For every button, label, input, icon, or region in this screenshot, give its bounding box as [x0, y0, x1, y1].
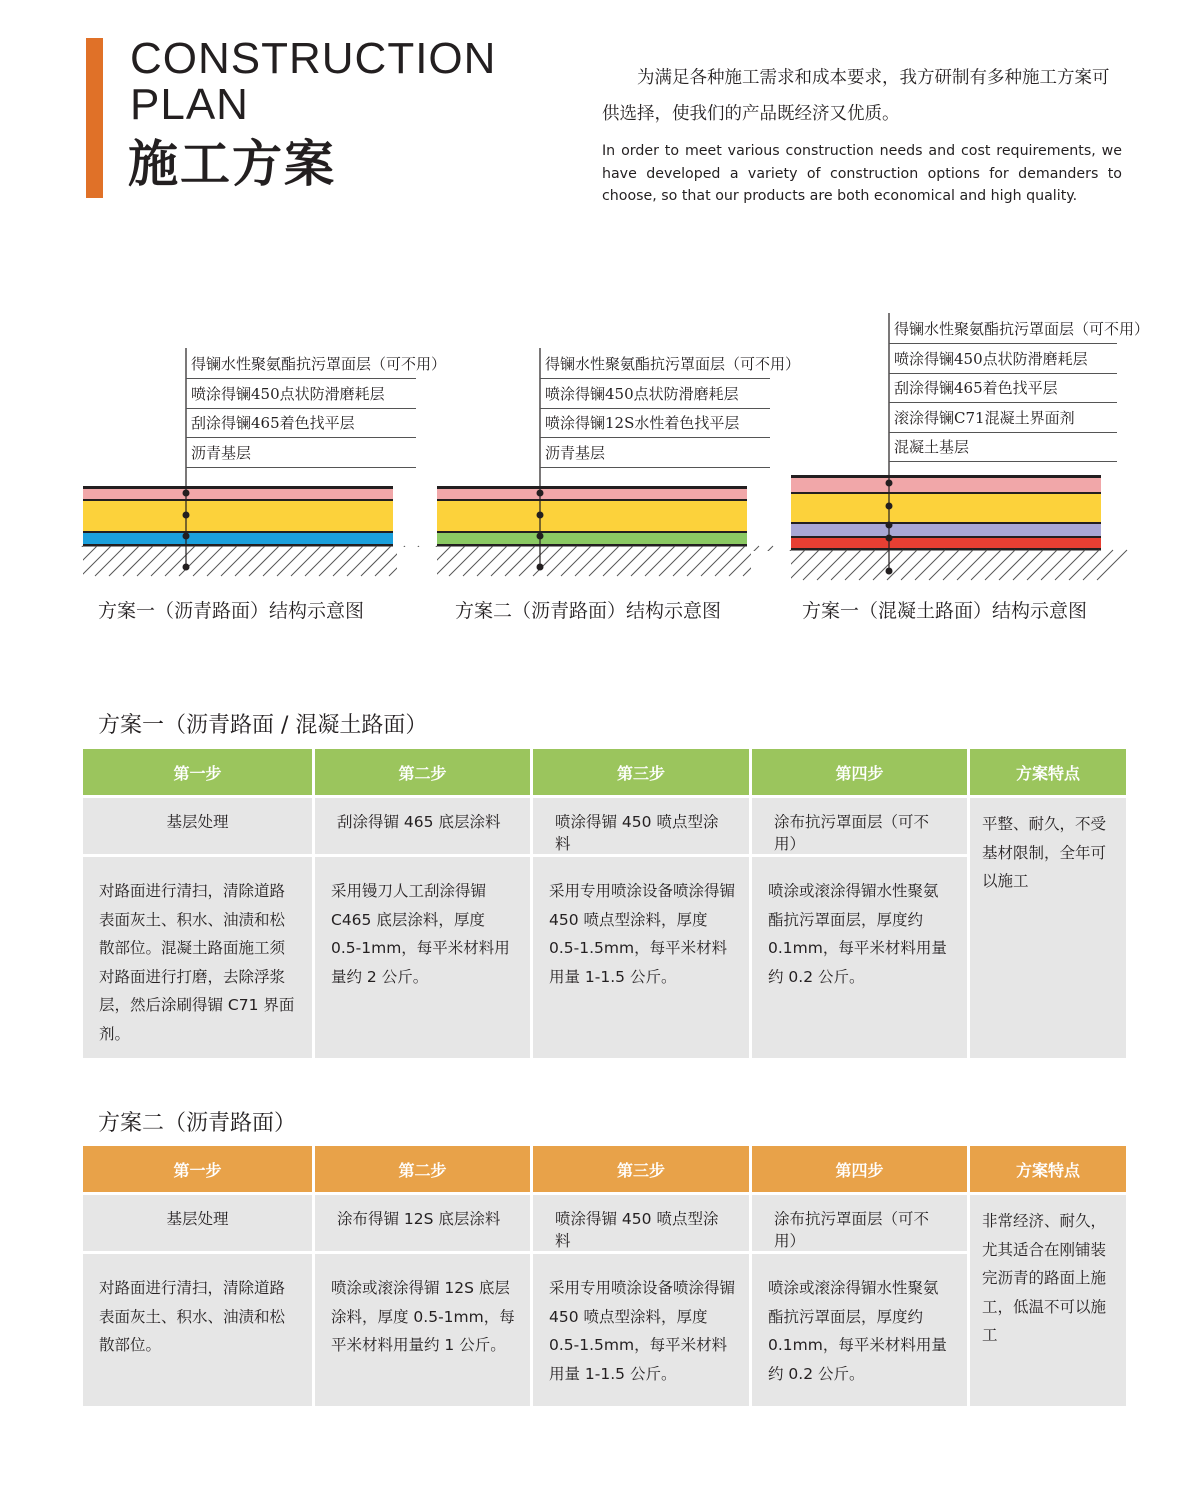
ground-hatch — [789, 550, 819, 580]
layer-label: 混凝土基层 — [889, 433, 1117, 462]
leader-dot — [886, 568, 893, 575]
ground-hatch — [333, 546, 363, 576]
ground-hatch — [277, 546, 307, 576]
diagram-caption-1: 方案一（沥青路面）结构示意图 — [98, 600, 365, 622]
ground-hatch — [519, 546, 549, 576]
ground-hatch — [631, 546, 661, 576]
ground-hatch — [999, 550, 1029, 580]
ground-hatch — [803, 550, 833, 580]
plan2-header-row — [83, 1146, 1126, 1192]
ground-hatch — [179, 546, 209, 576]
layer-label: 得镧水性聚氨酯抗污罩面层（可不用） — [889, 315, 1117, 344]
ground-hatch — [235, 546, 265, 576]
ground-hatch — [561, 546, 591, 576]
leader-dot — [886, 535, 893, 542]
ground-hatch — [547, 546, 577, 576]
ground-hatch — [463, 546, 493, 576]
layer-divider — [791, 536, 1101, 538]
ground-hatch — [957, 550, 987, 580]
plan1-step3-name: 喷涂得镅 450 喷点型涂料 — [533, 798, 749, 854]
accent-bar — [86, 38, 103, 198]
layer-divider — [437, 531, 747, 533]
ground-hatch — [589, 546, 619, 576]
layer-divider — [791, 522, 1101, 524]
leader-dot — [537, 564, 544, 571]
plan1-step1-name: 基层处理 — [83, 798, 312, 854]
ground-hatch — [575, 546, 605, 576]
ground-hatch — [1083, 550, 1113, 580]
ground-hatch — [971, 550, 1001, 580]
plan1-header-row — [83, 749, 1126, 795]
ground-hatch — [1055, 550, 1085, 580]
layer-band — [791, 538, 1101, 548]
ground-hatch — [929, 550, 959, 580]
ground-hatch — [347, 546, 377, 576]
layer-label: 喷涂得镧450点状防滑磨耗层 — [889, 345, 1117, 374]
leader-dot — [537, 533, 544, 540]
ground-hatch — [291, 546, 321, 576]
layer-label: 得镧水性聚氨酯抗污罩面层（可不用） — [186, 350, 416, 379]
layer-label: 喷涂得镧12S水性着色找平层 — [540, 409, 770, 438]
plan2-step1-name: 基层处理 — [83, 1195, 312, 1251]
layer-label: 滚涂得镧C71混凝土界面剂 — [889, 404, 1117, 433]
layer-label: 喷涂得镧450点状防滑磨耗层 — [186, 380, 416, 409]
plan2-step1-desc: 对路面进行清扫，清除道路表面灰土、积水、油渍和松散部位。 — [83, 1254, 312, 1406]
plan1-step1-desc: 对路面进行清扫，清除道路表面灰土、积水、油渍和松散部位。混凝土路面施工须对路面进行打磨，去除浮浆层，然后涂刷得镅 C71 界面剂。 — [83, 857, 312, 1058]
plan2-step2-desc: 喷涂或滚涂得镅 12S 底层涂料，厚度 0.5-1mm，每平米材料用量约 1 公斤。 — [315, 1254, 530, 1406]
ground-hatch — [1041, 550, 1071, 580]
ground-hatch — [137, 546, 167, 576]
ground-hatch — [319, 546, 349, 576]
ground-hatch — [887, 550, 917, 580]
ground-hatch — [1069, 550, 1099, 580]
ground-hatch — [263, 546, 293, 576]
plan1-step3-desc: 采用专用喷涂设备喷涂得镅 450 喷点型涂料，厚度 0.5-1.5mm，每平米材料用量 1-1.5 公斤。 — [533, 857, 749, 1058]
ground-hatch — [477, 546, 507, 576]
ground-hatch — [305, 546, 335, 576]
plan1-header-step1: 第一步 — [83, 749, 312, 795]
ground-hatch — [1027, 550, 1057, 580]
layer-top-line — [791, 475, 1101, 478]
title-en-line2: PLAN — [130, 80, 249, 129]
leader-dot — [886, 503, 893, 510]
intro-cn: 为满足各种施工需求和成本要求，我方研制有多种施工方案可供选择，使我们的产品既经济又优质。 — [602, 68, 1110, 124]
structure-diagram-1 — [83, 300, 447, 580]
ground-hatch — [81, 546, 111, 576]
plan2-step3-desc: 采用专用喷涂设备喷涂得镅 450 喷点型涂料，厚度 0.5-1.5mm，每平米材料用量 1-1.5 公斤。 — [533, 1254, 749, 1406]
ground-hatch — [873, 550, 903, 580]
ground-hatch — [435, 546, 465, 576]
ground-hatch — [831, 550, 861, 580]
hatch-mask — [397, 547, 437, 577]
ground-hatch — [901, 550, 931, 580]
diagram-caption-3: 方案一（混凝土路面）结构示意图 — [802, 600, 1088, 622]
plan2-step4-name: 涂布抗污罩面层（可不用） — [752, 1195, 967, 1251]
layer-label: 得镧水性聚氨酯抗污罩面层（可不用） — [540, 350, 770, 379]
plan2-header-step1: 第一步 — [83, 1146, 312, 1192]
layer-divider — [791, 492, 1101, 494]
plan1-header-step4: 第四步 — [752, 749, 967, 795]
plan2-header-feature: 方案特点 — [970, 1146, 1126, 1192]
plan2-table — [80, 1143, 1129, 1409]
ground-hatch — [221, 546, 251, 576]
plan2-step4-desc: 喷涂或滚涂得镅水性聚氨酯抗污罩面层，厚度约 0.1mm，每平米材料用量约 0.2 公斤。 — [752, 1254, 967, 1406]
ground-hatch — [673, 546, 703, 576]
ground-hatch — [687, 546, 717, 576]
layer-divider — [83, 531, 393, 533]
ground-hatch — [943, 550, 973, 580]
ground-hatch — [1097, 550, 1127, 580]
diagram-caption-2: 方案二（沥青路面）结构示意图 — [455, 600, 722, 622]
leader-dot — [183, 533, 190, 540]
ground-hatch — [533, 546, 563, 576]
plan1-step4-name: 涂布抗污罩面层（可不用） — [752, 798, 967, 854]
plan1-feature: 平整、耐久，不受基材限制，全年可以施工 — [970, 798, 1126, 1058]
plan1-header-step3: 第三步 — [533, 749, 749, 795]
ground-hatch — [151, 546, 181, 576]
title-en-line1: CONSTRUCTION — [130, 34, 497, 83]
plan1-step2-desc: 采用镘刀人工刮涂得镅 C465 底层涂料，厚度 0.5-1mm，每平米材料用量约 2 公斤。 — [315, 857, 530, 1058]
layer-label: 沥青基层 — [540, 439, 770, 468]
ground-hatch — [491, 546, 521, 576]
plan2-header-step2: 第二步 — [315, 1146, 530, 1192]
layer-band — [791, 524, 1101, 536]
ground-hatch — [859, 550, 889, 580]
plan1-step2-name: 刮涂得镅 465 底层涂料 — [315, 798, 530, 854]
plan2-title: 方案二（沥青路面） — [98, 1111, 297, 1136]
layer-top-line — [83, 486, 393, 489]
ground-hatch — [449, 546, 479, 576]
leader-dot — [886, 522, 893, 529]
ground-hatch — [361, 546, 391, 576]
plan1-header-feature: 方案特点 — [970, 749, 1126, 795]
leader-dot — [183, 490, 190, 497]
layer-band — [791, 478, 1101, 492]
plan1-title: 方案一（沥青路面 / 混凝土路面） — [98, 713, 428, 738]
leader-dot — [537, 490, 544, 497]
ground-hatch — [985, 550, 1015, 580]
layer-label: 刮涂得镧465着色找平层 — [186, 409, 416, 438]
ground-hatch — [603, 546, 633, 576]
leader-dot — [886, 480, 893, 487]
ground-hatch — [645, 546, 675, 576]
ground-hatch — [505, 546, 535, 576]
ground-hatch — [915, 550, 945, 580]
ground-hatch — [845, 550, 875, 580]
plan2-header-step3: 第三步 — [533, 1146, 749, 1192]
structure-diagram-2 — [437, 300, 801, 580]
layer-top-line — [437, 486, 747, 489]
ground-hatch — [123, 546, 153, 576]
layer-divider — [83, 499, 393, 501]
ground-hatch — [207, 546, 237, 576]
plan1-name-row — [83, 798, 1126, 854]
plan2-step2-name: 涂布得镅 12S 底层涂料 — [315, 1195, 530, 1251]
ground-hatch — [165, 546, 195, 576]
hatch-mask — [43, 547, 83, 577]
ground-hatch — [249, 546, 279, 576]
intro-en: In order to meet various construction needs and cost requirements, we have developed a variety of construction options for demanders to choose, so that our products are both economical and high quality. — [602, 143, 1122, 204]
ground-hatch — [95, 546, 125, 576]
page-title-en — [130, 36, 496, 128]
plan2-header-step4: 第四步 — [752, 1146, 967, 1192]
ground-hatch — [659, 546, 689, 576]
layer-band — [437, 489, 747, 499]
layer-label: 沥青基层 — [186, 439, 416, 468]
ground-hatch — [617, 546, 647, 576]
layer-band — [83, 533, 393, 544]
ground-hatch — [1013, 550, 1043, 580]
plan2-step3-name: 喷涂得镅 450 喷点型涂料 — [533, 1195, 749, 1251]
ground-hatch — [715, 546, 745, 576]
plan2-feature: 非常经济、耐久，尤其适合在刚铺装完沥青的路面上施工，低温不可以施工 — [970, 1195, 1126, 1406]
leader-dot — [537, 512, 544, 519]
layer-label: 喷涂得镧450点状防滑磨耗层 — [540, 380, 770, 409]
plan1-table — [80, 746, 1129, 1061]
ground-hatch — [701, 546, 731, 576]
leader-dot — [183, 564, 190, 571]
layer-band — [83, 501, 393, 531]
layer-band — [83, 489, 393, 499]
plan2-name-row — [83, 1195, 1126, 1251]
page-title-cn: 施工方案 — [128, 135, 336, 193]
ground-hatch — [109, 546, 139, 576]
ground-hatch — [193, 546, 223, 576]
plan1-step4-desc: 喷涂或滚涂得镅水性聚氨酯抗污罩面层，厚度约 0.1mm，每平米材料用量约 0.2 公斤。 — [752, 857, 967, 1058]
hatch-mask — [751, 551, 791, 581]
structure-diagram-3 — [791, 300, 1150, 580]
leader-dot — [183, 512, 190, 519]
layer-band — [791, 494, 1101, 522]
plan1-header-step2: 第二步 — [315, 749, 530, 795]
layer-label: 刮涂得镧465着色找平层 — [889, 374, 1117, 403]
layer-band — [437, 533, 747, 544]
ground-hatch — [817, 550, 847, 580]
layer-divider — [437, 499, 747, 501]
layer-band — [437, 501, 747, 531]
